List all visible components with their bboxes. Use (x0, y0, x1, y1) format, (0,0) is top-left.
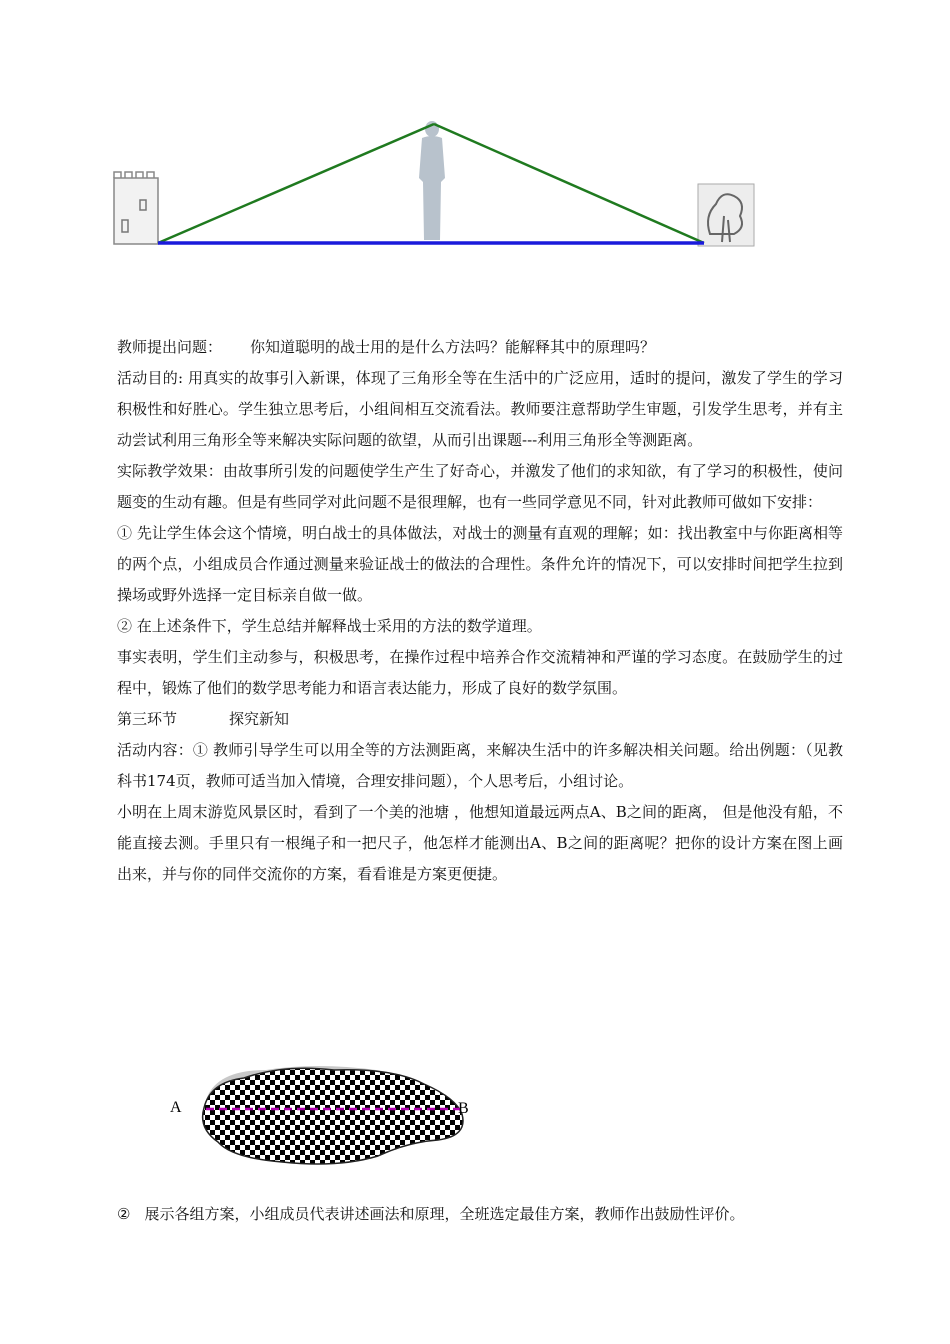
section-heading (117, 704, 843, 735)
sight-line-right (434, 124, 704, 243)
arrangement-item-3 (117, 1199, 857, 1230)
pond-shape (203, 1068, 463, 1164)
arrangement-item-2: ② 在上述条件下，学生总结并解释战士采用的方法的数学道理。 (117, 617, 542, 635)
castle-tower-icon (114, 172, 158, 244)
sight-line-left (158, 124, 434, 243)
teaching-effect-paragraph: 实际教学效果：由故事所引发的问题使学生产生了好奇心，并激发了他们的求知欲，有了学习的积极性，使问题变的生动有趣。但是有些同学对此问题不是很理解，也有一些同学意见不同，针对此教师可做如下安排： (117, 462, 843, 511)
question-text: 你知道聪明的战士用的是什么方法吗？能解释其中的原理吗？ (250, 338, 656, 356)
body-text (117, 332, 843, 890)
activity-goal-paragraph: 活动目的: 用真实的故事引入新课，体现了三角形全等在生活中的广泛应用，适时的提问，激发了学生的学习积极性和好胜心。学生独立思考后，小组间相互交流看法。教师要注意帮助学生审题，引发学生思考，并有主动尝试利用三角形全等来解决实际问题的欲望，从而引出课题---利用三角形全等测距离。 (117, 369, 843, 449)
item-3-text: 展示各组方案，小组成员代表讲述画法和原理，全班选定最佳方案，教师作出鼓励性评价。 (144, 1205, 745, 1223)
question-line (117, 332, 843, 363)
question-label: 教师提出问题： (117, 338, 223, 356)
pond-problem-paragraph: 小明在上周末游览风景区时，看到了一个美的池塘 ，他想知道最远两点A、B之间的距离， 但是他没有船，不能直接去测。手里只有一根绳子和一把尺子，他怎样才能测出A、B之间的距离呢？把你的设计方案在图上画出来，并与你的同伴交流你的方案，看看谁是方案更便捷。 (117, 803, 843, 883)
pond-figure (160, 1060, 490, 1165)
measurement-scene-figure (100, 112, 780, 262)
arrangement-item-1: ① 先让学生体会这个情境，明白战士的具体做法，对战士的测量有直观的理解；如：找出教室中与你距离相等的两个点，小组成员合作通过测量来验证战士的做法的合理性。条件允许的情况下，可以安排时间把学生拉到操场或野外选择一定目标亲自做一做。 (117, 524, 843, 604)
tree-icon (698, 184, 754, 246)
point-b-label: B (458, 1100, 469, 1117)
item-3-number: ② (117, 1205, 131, 1223)
fact-paragraph: 事实表明，学生们主动参与，积极思考，在操作过程中培养合作交流精神和严谨的学习态度。在鼓励学生的过程中，锻炼了他们的数学思考能力和语言表达能力，形成了良好的数学氛围。 (117, 648, 843, 697)
section-label: 第三环节 (117, 710, 178, 728)
section-title: 探究新知 (229, 710, 290, 728)
soldier-silhouette-icon (419, 121, 445, 240)
activity-content-paragraph: 活动内容：① 教师引导学生可以用全等的方法测距离，来解决生活中的许多解决相关问题。给出例题：（见教科书174页，教师可适当加入情境，合理安排问题），个人思考后，小组讨论。 (117, 741, 843, 790)
point-a-label: A (170, 1099, 182, 1116)
